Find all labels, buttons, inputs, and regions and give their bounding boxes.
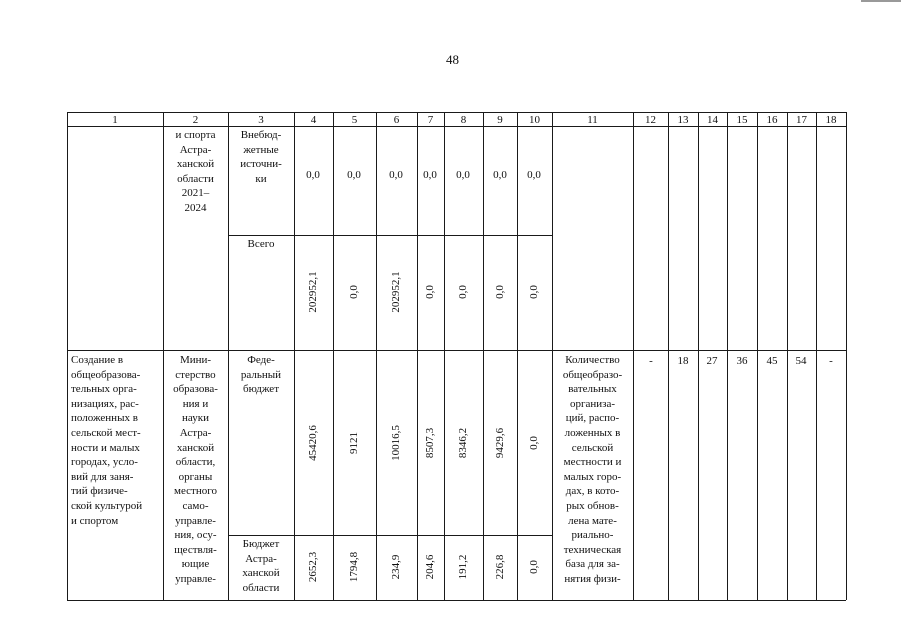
column-header: 9 — [497, 114, 503, 126]
target-value: 54 — [795, 355, 807, 367]
value-cell: 0,0 — [528, 436, 540, 450]
value-cell: 8507,3 — [424, 427, 436, 459]
column-border — [698, 112, 699, 600]
column-border — [517, 112, 518, 600]
value-cell: 0,0 — [456, 169, 470, 181]
target-indicator: Количество общеобразо- вательных организа- ций, распо- ложенных в сельской местности и малых горо- дах, в кото- рых обнов- лена мате- риально- техническая база для за- нятия физи- — [562, 354, 623, 585]
column-border — [376, 112, 377, 600]
column-border — [787, 112, 788, 600]
value-cell: 0,0 — [347, 169, 361, 181]
value-cell: 0,0 — [528, 560, 540, 574]
value-cell: 0,0 — [424, 285, 436, 299]
column-header: 5 — [351, 114, 358, 126]
value-cell: 0,0 — [423, 169, 437, 181]
value-cell: 234,9 — [390, 554, 402, 580]
column-header: 14 — [707, 114, 718, 126]
value-cell: 191,2 — [457, 554, 469, 580]
value-cell: 45420,6 — [307, 425, 319, 461]
column-header: 8 — [460, 114, 467, 126]
value-cell: 2652,3 — [307, 551, 319, 583]
funding-source-total: Всего — [247, 238, 275, 250]
target-value: 45 — [766, 355, 778, 367]
column-header: 7 — [427, 114, 434, 126]
column-border — [846, 112, 847, 600]
funding-source-federal: Феде- ральный бюджет — [240, 354, 282, 396]
column-header: 3 — [258, 114, 264, 126]
column-header: 12 — [645, 114, 656, 126]
column-border — [668, 112, 669, 600]
column-header: 15 — [736, 114, 748, 126]
column-header: 13 — [677, 114, 689, 126]
column-border — [417, 112, 418, 600]
column-header: 16 — [766, 114, 778, 126]
value-cell: 204,6 — [424, 554, 436, 580]
column-header: 10 — [529, 114, 540, 126]
value-cell: 0,0 — [457, 285, 469, 299]
column-border — [444, 112, 445, 600]
target-value: 27 — [706, 355, 718, 367]
value-cell: 0,0 — [306, 169, 320, 181]
column-header: 6 — [393, 114, 400, 126]
value-cell: 0,0 — [527, 169, 541, 181]
responsible-executor-continuation: и спорта Астра- ханской области 2021– 2024 — [175, 129, 216, 214]
column-border — [67, 112, 68, 600]
column-header: 4 — [310, 114, 317, 126]
value-cell: 0,0 — [389, 169, 403, 181]
value-cell: 202952,1 — [390, 271, 402, 313]
column-header: 2 — [192, 114, 199, 126]
value-cell: 10016,5 — [390, 425, 402, 461]
value-cell: 0,0 — [494, 285, 506, 299]
column-header: 11 — [587, 114, 598, 126]
target-value: 18 — [677, 355, 689, 367]
value-cell: 1794,8 — [348, 551, 360, 583]
responsible-executor: Мини- стерство образова- ния и науки Астра- ханской области, органы местного само- управле- ния, осу- ществля- ющие управле- — [173, 354, 218, 585]
block-divider — [67, 350, 846, 351]
value-cell: 202952,1 — [307, 271, 319, 313]
column-header: 1 — [112, 114, 118, 126]
value-cell: 8346,2 — [457, 427, 469, 459]
activity-description: Создание в общеобразова- тельных орга- низациях, рас- положенных в сельской мест- ности и малых городах, усло- вий для заня- тий физиче- ской культурой и спортом — [71, 354, 143, 527]
table-bottom-border — [67, 600, 846, 601]
funding-source-extrabudgetary: Внебюд- жетные источни- ки — [240, 129, 282, 185]
target-value: - — [829, 355, 833, 367]
row-divider — [228, 235, 552, 236]
column-border — [727, 112, 728, 600]
value-cell: 0,0 — [493, 169, 507, 181]
funding-source-regional: Бюджет Астра- ханской области — [242, 538, 280, 594]
value-cell: 0,0 — [348, 285, 360, 299]
value-cell: 9121 — [348, 432, 360, 454]
target-value: - — [649, 355, 653, 367]
column-border — [816, 112, 817, 600]
page-number: 48 — [446, 52, 459, 67]
column-border — [757, 112, 758, 600]
column-border — [483, 112, 484, 600]
value-cell: 226,8 — [494, 554, 506, 580]
column-border — [333, 112, 334, 600]
column-header: 17 — [796, 114, 807, 126]
table-top-border — [67, 112, 846, 113]
row-divider — [228, 535, 552, 536]
target-value: 36 — [736, 355, 748, 367]
header-bottom-border — [67, 126, 846, 127]
column-header: 18 — [825, 114, 837, 126]
value-cell: 0,0 — [528, 285, 540, 299]
value-cell: 9429,6 — [494, 427, 506, 459]
column-border — [633, 112, 634, 600]
column-border — [294, 112, 295, 600]
